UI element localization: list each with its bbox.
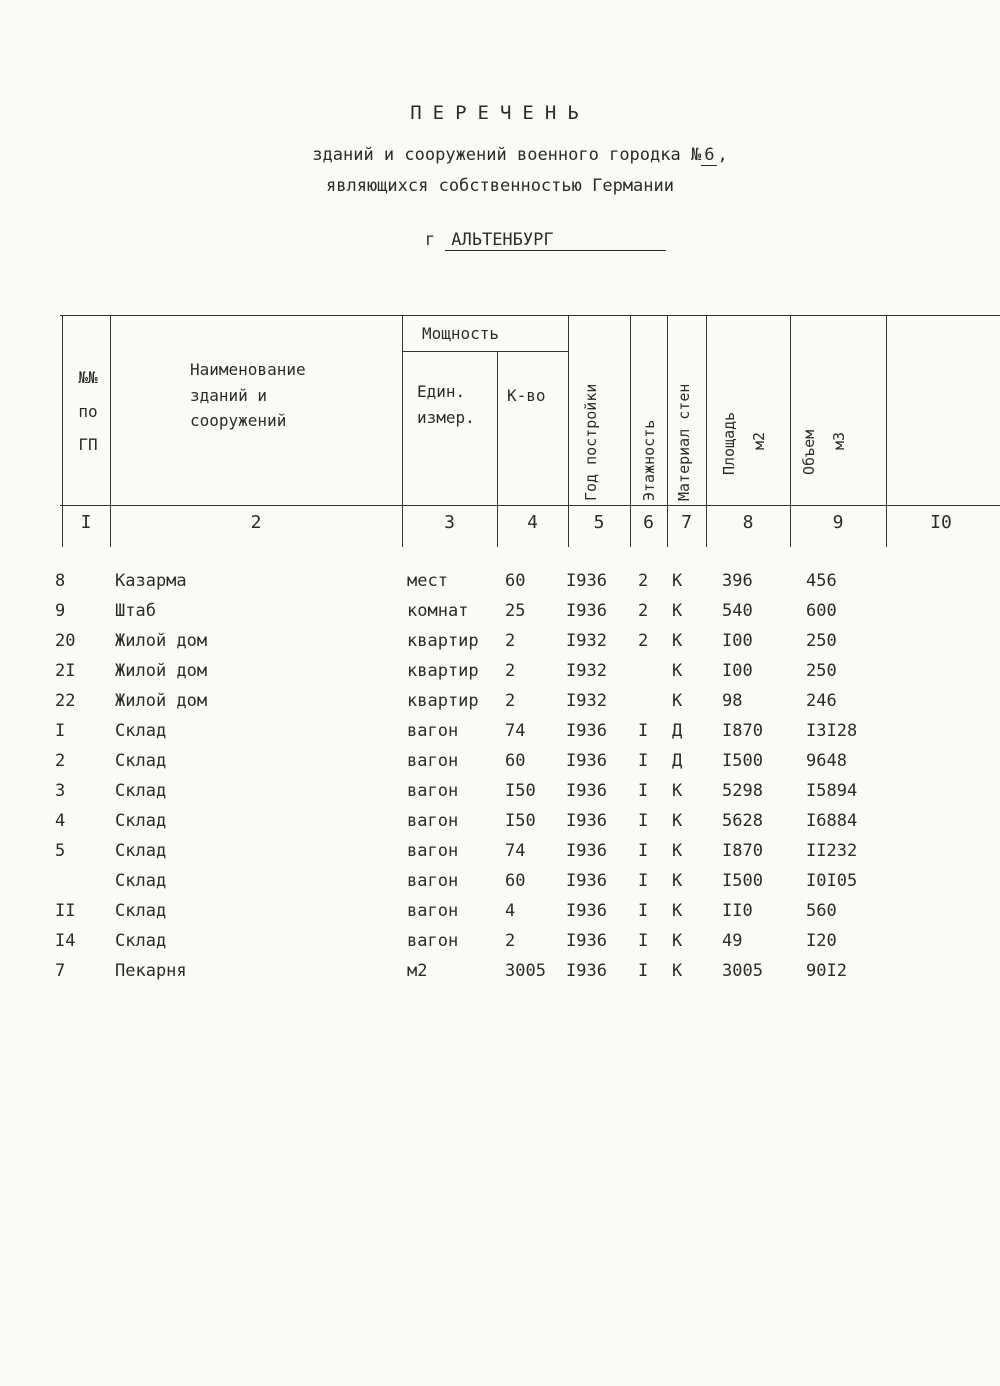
quantity: 3005 [505, 961, 546, 981]
year-built: I932 [566, 631, 607, 651]
year-built: I936 [566, 811, 607, 831]
volume-m3: I3I28 [806, 721, 858, 741]
column-number: 5 [593, 512, 605, 533]
row-number: 8 [55, 571, 66, 591]
column-number: 3 [444, 512, 455, 533]
header-volume-unit: м3 [830, 431, 848, 450]
header-divider [60, 505, 1000, 506]
header-name [190, 357, 306, 434]
row-number: 22 [55, 691, 76, 711]
unit-of-measure: вагон [407, 751, 459, 771]
unit-of-measure: квартир [407, 631, 479, 651]
unit-of-measure: вагон [407, 721, 459, 741]
header-unit [417, 379, 475, 430]
building-name: Пекарня [115, 961, 187, 981]
row-number: II [55, 901, 76, 921]
table-row [0, 598, 1000, 628]
header-top-border [60, 315, 1000, 316]
building-name: Склад [115, 901, 167, 921]
wall-material: К [672, 811, 683, 831]
unit-of-measure: квартир [407, 661, 479, 681]
row-number: 2I [55, 661, 76, 681]
column-number: I0 [930, 512, 952, 533]
city-prefix: г [425, 230, 436, 250]
floor-count: I [638, 721, 649, 741]
table-row [0, 568, 1000, 598]
volume-m3: I5894 [806, 781, 858, 801]
wall-material: К [672, 601, 683, 621]
header-no [68, 361, 108, 462]
row-number: I [55, 721, 66, 741]
area-m2: 5628 [722, 811, 763, 831]
row-number: 3 [55, 781, 66, 801]
volume-m3: I0I05 [806, 871, 858, 891]
header-material: Материал стен [675, 383, 693, 501]
row-number: 2 [55, 751, 66, 771]
unit-of-measure: вагон [407, 931, 459, 951]
wall-material: К [672, 691, 683, 711]
table-row [0, 628, 1000, 658]
quantity: I50 [505, 811, 536, 831]
row-number: 4 [55, 811, 66, 831]
area-m2: 396 [722, 571, 753, 591]
column-number: 9 [832, 512, 844, 533]
table-row [0, 748, 1000, 778]
table-row [0, 958, 1000, 988]
wall-material: К [672, 631, 683, 651]
year-built: I936 [566, 571, 607, 591]
building-name: Штаб [115, 601, 156, 621]
volume-m3: I6884 [806, 811, 858, 831]
quantity: 25 [505, 601, 526, 621]
area-m2: I870 [722, 721, 763, 741]
volume-m3: 9648 [806, 751, 847, 771]
area-m2: 540 [722, 601, 753, 621]
document-title: ПЕРЕЧЕНЬ [410, 102, 590, 124]
year-built: I936 [566, 721, 607, 741]
table-header [60, 315, 1000, 547]
row-number: 20 [55, 631, 76, 651]
wall-material: Д [672, 721, 683, 741]
building-name: Склад [115, 721, 167, 741]
column-number: 4 [527, 512, 538, 533]
table-row [0, 688, 1000, 718]
quantity: 4 [505, 901, 516, 921]
header-year: Год постройки [582, 383, 600, 501]
wall-material: К [672, 571, 683, 591]
quantity: 60 [505, 871, 526, 891]
header-area-unit: м2 [750, 431, 768, 450]
table-row [0, 658, 1000, 688]
unit-of-measure: квартир [407, 691, 479, 711]
document-subtitle-line2: являющихся собственностью Германии [326, 176, 674, 196]
table-row [0, 718, 1000, 748]
row-number: 9 [55, 601, 66, 621]
header-no-line1: №№ [78, 368, 98, 387]
year-built: I936 [566, 871, 607, 891]
unit-of-measure: вагон [407, 871, 459, 891]
capacity-underline [402, 351, 568, 352]
header-unit-line2: измер. [417, 407, 475, 427]
building-name: Казарма [115, 571, 187, 591]
header-floors: Этажность [640, 419, 658, 501]
unit-of-measure: м2 [407, 961, 428, 981]
header-name-line1: Наименование [190, 360, 306, 379]
floor-count: I [638, 961, 649, 981]
volume-m3: 600 [806, 601, 837, 621]
year-built: I936 [566, 901, 607, 921]
city-name: АЛЬТЕНБУРГ [445, 230, 666, 251]
building-name: Склад [115, 751, 167, 771]
table-row [0, 928, 1000, 958]
area-m2: 3005 [722, 961, 763, 981]
area-m2: 49 [722, 931, 743, 951]
building-name: Склад [115, 931, 167, 951]
volume-m3: II232 [806, 841, 858, 861]
floor-count: 2 [638, 601, 649, 621]
quantity: 2 [505, 931, 516, 951]
floor-count: I [638, 751, 649, 771]
document-subtitle-line1 [20, 145, 1000, 165]
volume-m3: 250 [806, 631, 837, 651]
volume-m3: 90I2 [806, 961, 847, 981]
building-name: Склад [115, 871, 167, 891]
header-area [720, 412, 738, 475]
area-m2: I00 [722, 631, 753, 651]
row-number: 7 [55, 961, 66, 981]
area-m2: I500 [722, 751, 763, 771]
area-m2: 98 [722, 691, 743, 711]
column-number: 8 [742, 512, 754, 533]
year-built: I936 [566, 961, 607, 981]
floor-count: 2 [638, 571, 649, 591]
quantity: I50 [505, 781, 536, 801]
quantity: 60 [505, 571, 526, 591]
wall-material: К [672, 661, 683, 681]
quantity: 74 [505, 721, 526, 741]
floor-count: I [638, 811, 649, 831]
year-built: I932 [566, 691, 607, 711]
unit-of-measure: вагон [407, 901, 459, 921]
header-area-line1: Площадь [720, 411, 738, 475]
quantity: 2 [505, 631, 516, 651]
column-number: 6 [643, 512, 654, 533]
wall-material: К [672, 961, 683, 981]
column-number: 2 [250, 512, 262, 533]
volume-m3: 456 [806, 571, 837, 591]
row-number: I4 [55, 931, 76, 951]
column-number: I [80, 512, 92, 533]
year-built: I936 [566, 841, 607, 861]
wall-material: К [672, 781, 683, 801]
year-built: I932 [566, 661, 607, 681]
volume-m3: I20 [806, 931, 837, 951]
floor-count: I [638, 841, 649, 861]
unit-of-measure: комнат [407, 601, 469, 621]
unit-of-measure: вагон [407, 811, 459, 831]
floor-count: 2 [638, 631, 649, 651]
unit-of-measure: вагон [407, 841, 459, 861]
header-capacity: Мощность [422, 324, 500, 343]
city-line [425, 230, 666, 251]
unit-of-measure: мест [407, 571, 448, 591]
floor-count: I [638, 871, 649, 891]
table-row [0, 898, 1000, 928]
header-unit-line1: Един. [417, 382, 466, 401]
header-name-line2: зданий и [190, 385, 268, 405]
building-name: Склад [115, 811, 167, 831]
wall-material: К [672, 901, 683, 921]
volume-m3: 560 [806, 901, 837, 921]
garrison-number: 6 [701, 145, 717, 166]
building-name: Жилой дом [115, 661, 208, 681]
building-name: Жилой дом [115, 691, 208, 711]
building-name: Жилой дом [115, 631, 208, 651]
unit-of-measure: вагон [407, 781, 459, 801]
table-row [0, 808, 1000, 838]
header-qty: К-во [507, 386, 546, 405]
quantity: 74 [505, 841, 526, 861]
year-built: I936 [566, 601, 607, 621]
table-row [0, 868, 1000, 898]
header-volume: Объем [800, 429, 818, 475]
building-name: Склад [115, 781, 167, 801]
table-row [0, 778, 1000, 808]
header-name-line3: сооружений [190, 411, 287, 431]
volume-m3: 250 [806, 661, 837, 681]
year-built: I936 [566, 781, 607, 801]
header-no-line3: ГП [78, 435, 98, 455]
area-m2: I500 [722, 871, 763, 891]
year-built: I936 [566, 751, 607, 771]
floor-count: I [638, 781, 649, 801]
wall-material: К [672, 931, 683, 951]
column-number: 7 [681, 512, 692, 533]
area-m2: 5298 [722, 781, 763, 801]
floor-count: I [638, 931, 649, 951]
floor-count: I [638, 901, 649, 921]
quantity: 2 [505, 661, 516, 681]
area-m2: II0 [722, 901, 753, 921]
subtitle-prefix: зданий и сооружений военного городка № [312, 145, 702, 165]
quantity: 60 [505, 751, 526, 771]
wall-material: К [672, 871, 683, 891]
subtitle-suffix: , [717, 145, 728, 165]
volume-m3: 246 [806, 691, 837, 711]
table-row [0, 838, 1000, 868]
area-m2: I00 [722, 661, 753, 681]
row-number: 5 [55, 841, 66, 861]
header-no-line2: по [78, 401, 98, 421]
table-body [0, 568, 1000, 988]
building-name: Склад [115, 841, 167, 861]
wall-material: Д [672, 751, 683, 771]
year-built: I936 [566, 931, 607, 951]
quantity: 2 [505, 691, 516, 711]
wall-material: К [672, 841, 683, 861]
area-m2: I870 [722, 841, 763, 861]
